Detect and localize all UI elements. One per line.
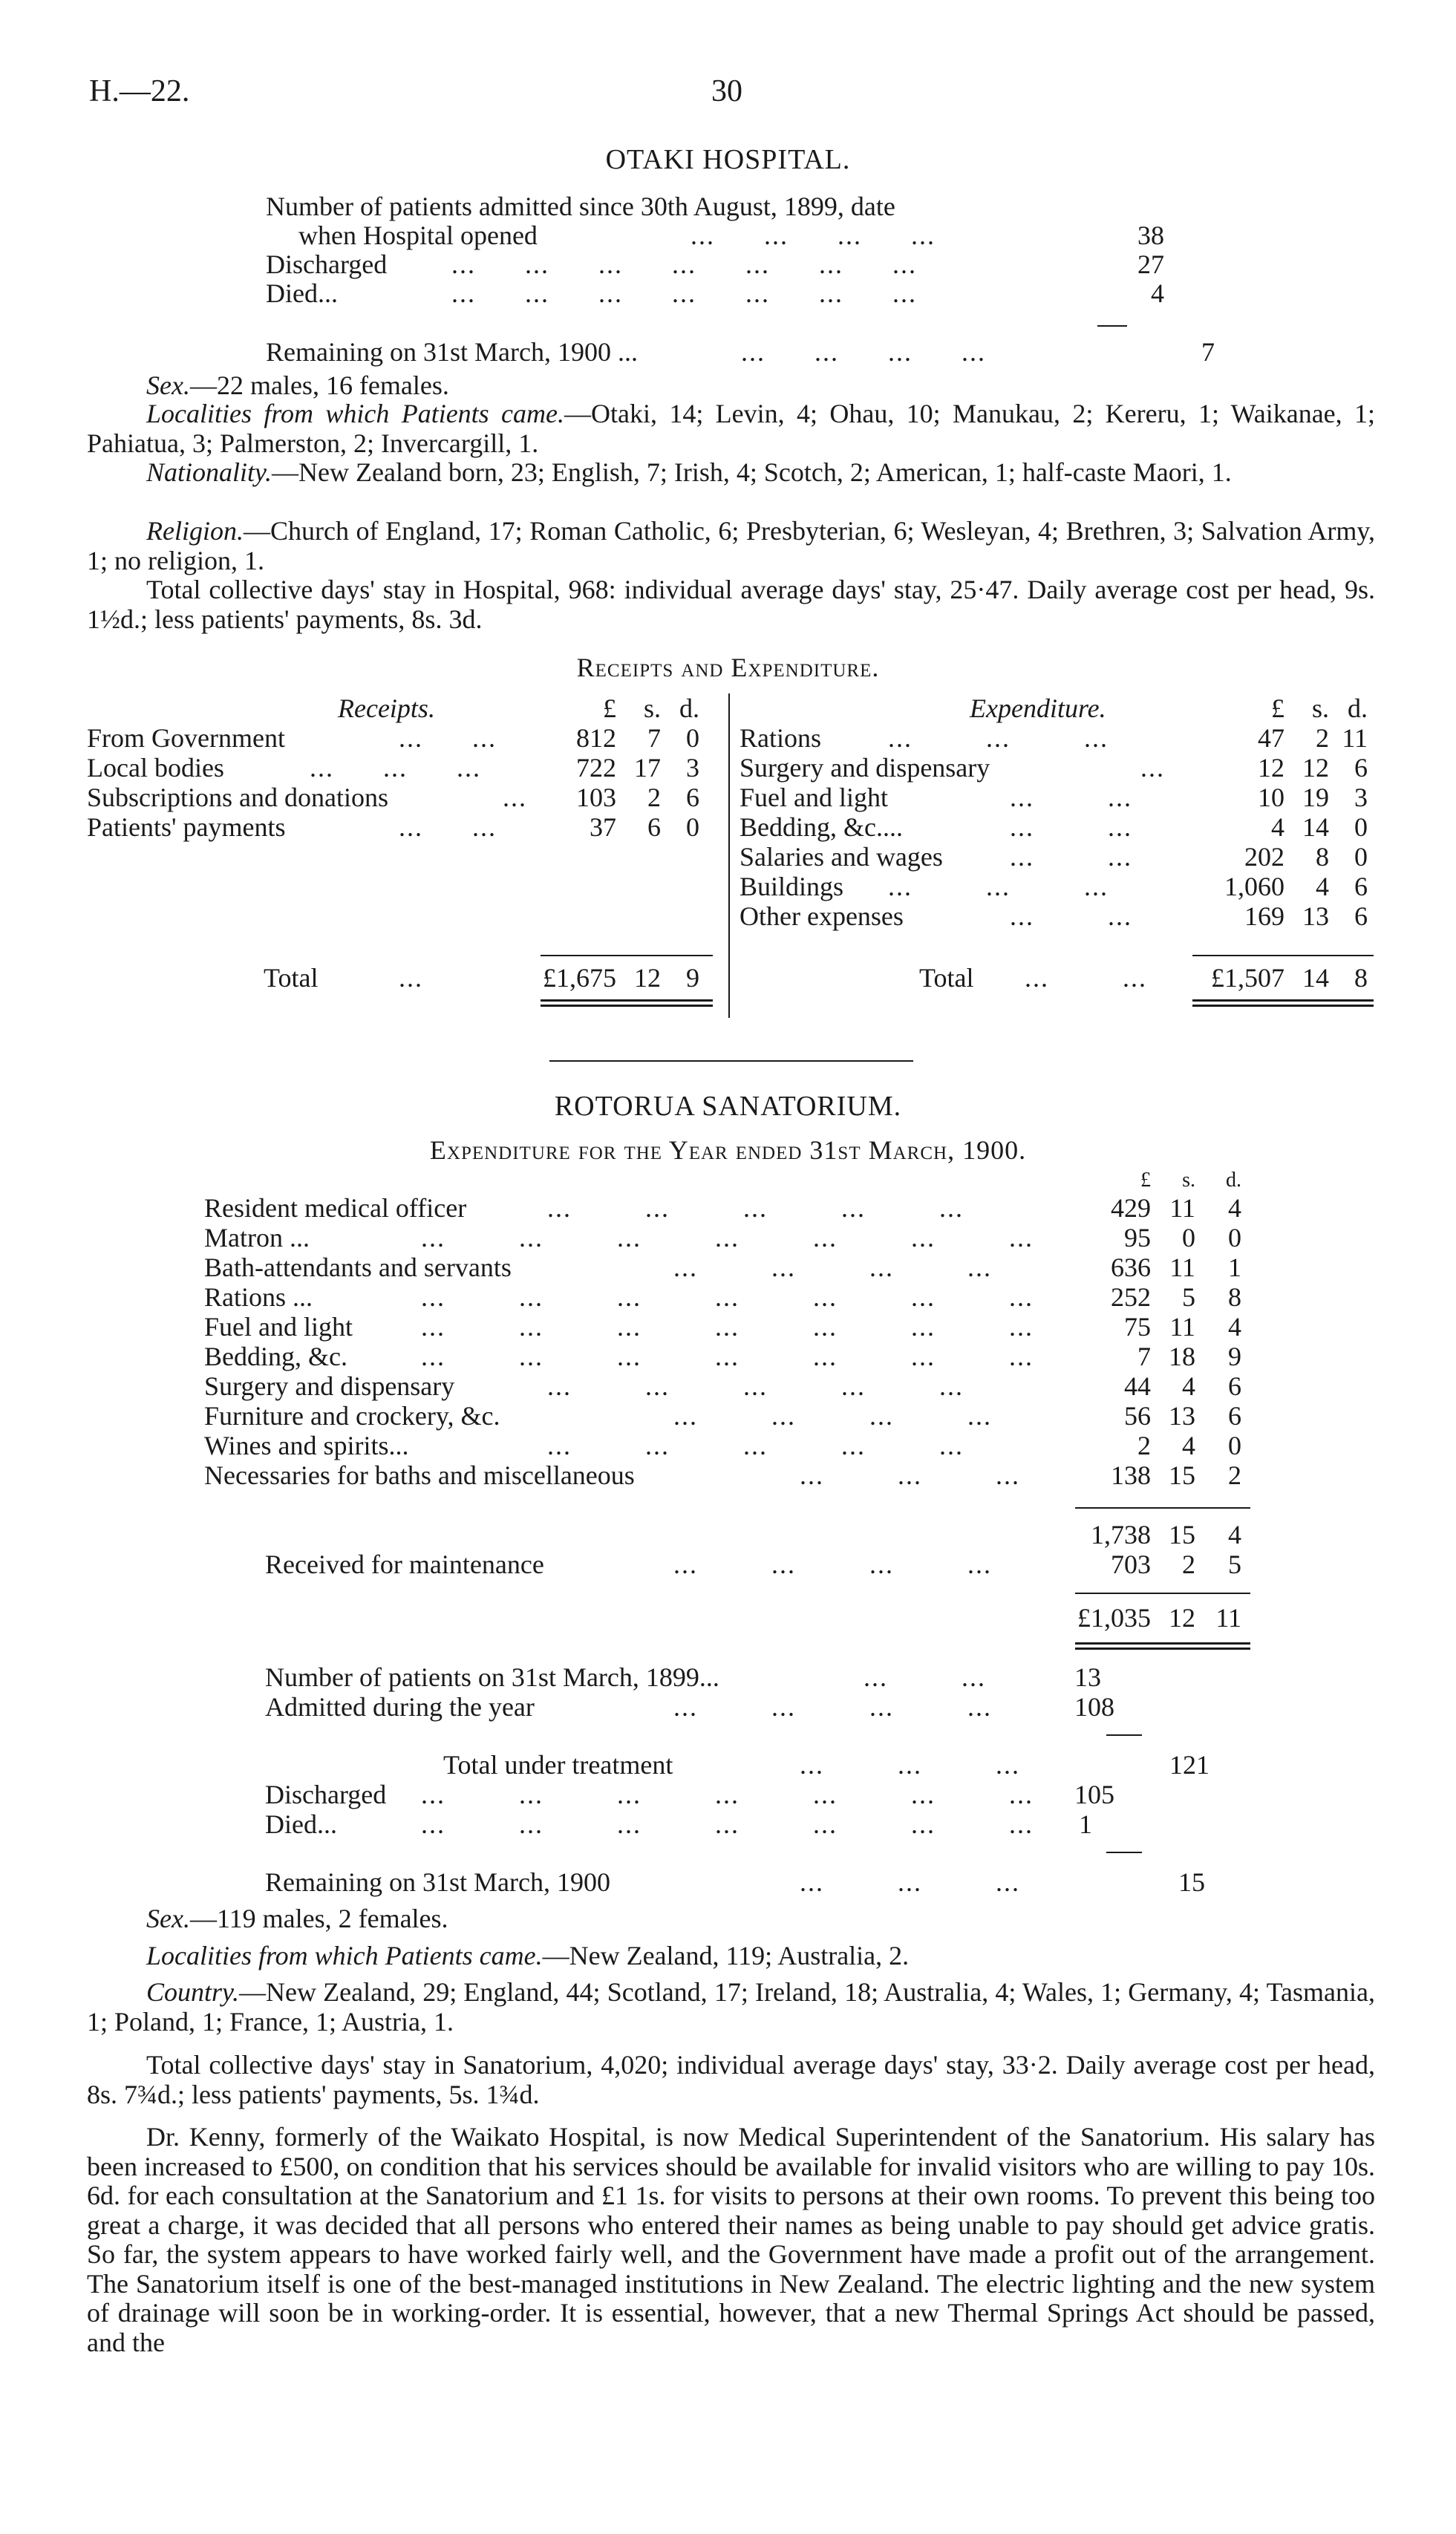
expenditure-row: Fuel and light ... ... 10 19 3	[740, 783, 1368, 812]
receipts-col-pounds: £	[603, 693, 616, 723]
rotorua-expenditure-row: Furniture and crockery, &c. ... ... ... ... 56 13 6	[204, 1401, 1241, 1431]
rotorua-died-row: Died... ... ... ... ... ... ... ... 1	[265, 1809, 1092, 1839]
expenditure-row: Bedding, &c.... ... ... 4 14 0	[740, 812, 1368, 842]
rotorua-country: Country.—New Zealand, 29; England, 44; Scotland, 17; Ireland, 18; Australia, 4; Wales, 1; Germany, 4; Tasmania, 1; Poland, 1; France, 1; Austria, 1.	[87, 1977, 1375, 2037]
rotorua-expenditure-row: Wines and spirits... ... ... ... ... ... 2 4 0	[204, 1431, 1241, 1460]
otaki-remaining-row: Remaining on 31st March, 1900 ... ... ... ... ... 7	[266, 337, 1215, 367]
receipts-col-pence: d.	[679, 693, 699, 723]
rotorua-kenny-paragraph: Dr. Kenny, formerly of the Waikato Hospital, is now Medical Superintendent of the Sanatorium. His salary has been increased to £500, on condition that his services should be available for invalid visitors who are willing to pay 10s. 6d. for each consultation at the Sanatorium and £1 1s. for visits to persons at their own rooms. To prevent this being too great a charge, it was decided that all persons who entered their names as being unable to pay should get advice gratis. So far, the system appears to have worked fairly well, and the Government have made a profit out of the arrangement. The Sanatorium itself is one of the best-managed institutions in New Zealand. The electric lighting and the new system of drainage will soon be in working-order. It is essential, however, that a new Thermal Springs Act should be passed, and the	[87, 2122, 1375, 2357]
otaki-sum-rule	[1097, 325, 1127, 327]
rotorua-net-double-rule	[1075, 1642, 1250, 1645]
receipt-row: Local bodies ... ... ... 722 17 3	[87, 753, 699, 783]
receipts-total-row: Total ... £1,675 12 9	[264, 963, 699, 993]
rotorua-net-row: £1,035 12 11	[1077, 1603, 1241, 1633]
otaki-discharged-value: 27	[1137, 249, 1164, 279]
rotorua-subtotal-row: 1,738 15 4	[1091, 1520, 1241, 1550]
rotorua-col-shillings: s.	[1182, 1169, 1195, 1192]
page-number: 30	[711, 74, 742, 108]
rotorua-col-pence: d.	[1226, 1169, 1241, 1192]
rotorua-expenditure-row: Rations ... ... ... ... ... ... ... ... 252 5 8	[204, 1282, 1241, 1312]
otaki-died-value: 4	[1151, 278, 1164, 308]
expenditure-row: Other expenses ... ... 169 13 6	[740, 901, 1368, 931]
rotorua-subtotal-rule	[1075, 1507, 1250, 1509]
expenditure-total-double-rule	[1192, 999, 1374, 1002]
receipt-row: Patients' payments ... ... 37 6 0	[87, 812, 699, 842]
rotorua-net-rule	[1075, 1593, 1250, 1594]
otaki-stay-cost: Total collective days' stay in Hospital, 968: individual average days' stay, 25·47. Daily average cost per head, 9s. 1½d.; less patients' payments, 8s. 3d.	[87, 575, 1375, 634]
rotorua-expenditure-title: Expenditure for the Year ended 31st March, 1900.	[429, 1135, 1027, 1165]
otaki-nationality: Nationality.—New Zealand born, 23; English, 7; Irish, 4; Scotch, 2; American, 1; half-caste Maori, 1.	[146, 457, 1232, 487]
expenditure-total-row: Total ... ... £1,507 14 8	[919, 963, 1368, 993]
rotorua-remaining-row: Remaining on 31st March, 1900 ... ... ... 15	[265, 1867, 1205, 1897]
expenditure-row: Surgery and dispensary ... 12 12 6	[740, 753, 1368, 783]
rotorua-col-pounds: £	[1140, 1169, 1151, 1192]
rotorua-expenditure-row: Bedding, &c. ... ... ... ... ... ... ... 7 18 9	[204, 1342, 1241, 1371]
rotorua-localities: Localities from which Patients came.—New Zealand, 119; Australia, 2.	[146, 1941, 910, 1970]
document-id: H.—22.	[89, 74, 190, 108]
otaki-discharged-row: Discharged ... ... ... ... ... ... ... 27	[266, 249, 1164, 279]
otaki-title: OTAKI HOSPITAL.	[605, 144, 851, 175]
rotorua-expenditure-row: Necessaries for baths and miscellaneous ... ... ... 138 15 2	[204, 1460, 1241, 1490]
expenditure-col-pounds: £	[1271, 693, 1284, 723]
otaki-admitted-line1: Number of patients admitted since 30th August, 1899, date	[266, 192, 895, 221]
otaki-localities: Localities from which Patients came.—Otaki, 14; Levin, 4; Ohau, 10; Manukau, 2; Kereru, 1; Waikanae, 1; Pahiatua, 3; Palmerston, 2; Invercargill, 1.	[87, 399, 1376, 458]
receipt-row: From Government ... ... 812 7 0	[87, 723, 699, 753]
otaki-religion: Religion.—Church of England, 17; Roman Catholic, 6; Presbyterian, 6; Wesleyan, 4; Brethren, 3; Salvation Army, 1; no religion, 1.	[87, 516, 1375, 575]
expenditure-total-rule-top	[1192, 955, 1374, 956]
otaki-remaining-value: 7	[1201, 337, 1215, 367]
rotorua-maintenance-row: Received for maintenance ... ... ... ... 703 2 5	[265, 1550, 1241, 1579]
rotorua-stay-cost: Total collective days' stay in Sanatorium, 4,020; individual average days' stay, 33·2. Daily average cost per head, 8s. 7¾d.; less patients' payments, 5s. 1¾d.	[87, 2050, 1375, 2109]
rotorua-sex: Sex.—119 males, 2 females.	[146, 1904, 448, 1933]
rotorua-admitted-row: Admitted during the year ... ... ... ... 108	[265, 1692, 1114, 1722]
expenditure-row: Salaries and wages ... ... 202 8 0	[740, 842, 1368, 872]
otaki-died-row: Died... ... ... ... ... ... ... ... 4	[266, 278, 1164, 308]
rotorua-on-1899-row: Number of patients on 31st March, 1899... ... ... 13	[265, 1662, 1101, 1692]
receipts-total-rule-top	[541, 955, 713, 956]
receipts-expenditure-title: Receipts and Expenditure.	[576, 653, 880, 682]
rotorua-expenditure-row: Matron ... ... ... ... ... ... ... ... 95 0 0	[204, 1223, 1241, 1253]
rotorua-title: ROTORUA SANATORIUM.	[554, 1091, 902, 1122]
section-separator	[549, 1060, 913, 1062]
otaki-admitted-row: when Hospital opened ... ... ... ... 38	[298, 221, 1164, 250]
rotorua-expenditure-row: Fuel and light ... ... ... ... ... ... ... 75 11 4	[204, 1312, 1241, 1342]
otaki-admitted-value: 38	[1137, 221, 1164, 250]
receipts-col-shillings: s.	[643, 693, 661, 723]
rotorua-total-treatment-row: Total under treatment ... ... ... 121	[443, 1750, 1209, 1780]
expenditure-heading: Expenditure.	[970, 693, 1106, 723]
rotorua-expenditure-row: Bath-attendants and servants ... ... ... ... 636 11 1	[204, 1253, 1241, 1282]
expenditure-row: Buildings ... ... ... 1,060 4 6	[740, 872, 1368, 901]
rotorua-discharged-row: Discharged ... ... ... ... ... ... ... 105	[265, 1780, 1114, 1809]
rotorua-expenditure-row: Resident medical officer ... ... ... ... ... 429 11 4	[204, 1193, 1241, 1223]
receipts-expenditure-divider	[728, 693, 730, 1018]
expenditure-col-shillings: s.	[1311, 693, 1329, 723]
expenditure-col-pence: d.	[1348, 693, 1368, 723]
otaki-sex: Sex.—22 males, 16 females.	[146, 370, 449, 400]
receipts-heading: Receipts.	[338, 693, 435, 723]
expenditure-row: Rations ... ... ... 47 2 11	[740, 723, 1368, 753]
receipt-row: Subscriptions and donations ... 103 2 6	[87, 783, 699, 812]
rotorua-expenditure-row: Surgery and dispensary ... ... ... ... ... 44 4 6	[204, 1371, 1241, 1401]
receipts-total-double-rule	[541, 999, 713, 1002]
